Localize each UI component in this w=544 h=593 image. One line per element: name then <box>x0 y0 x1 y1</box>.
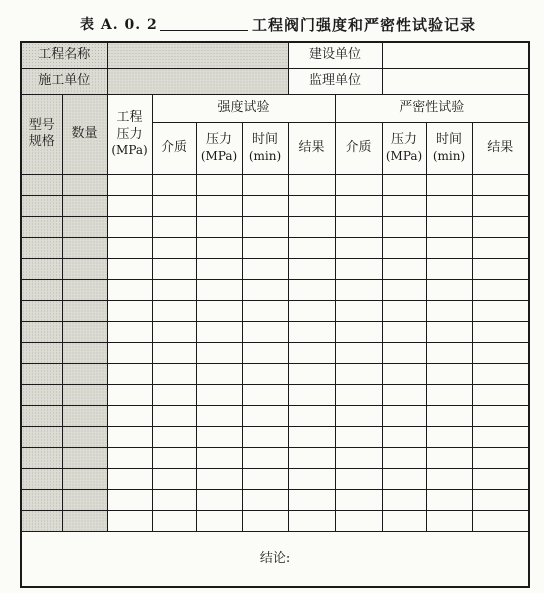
table-cell[interactable] <box>335 405 382 426</box>
table-cell[interactable] <box>242 363 288 384</box>
table-cell[interactable] <box>288 405 335 426</box>
table-cell[interactable] <box>426 216 472 237</box>
table-cell[interactable] <box>107 510 152 531</box>
table-cell[interactable] <box>472 363 529 384</box>
table-cell[interactable] <box>472 237 529 258</box>
form-title: 工程阀门强度和严密性试验记录 <box>252 16 477 34</box>
table-cell[interactable] <box>335 363 382 384</box>
table-cell[interactable] <box>152 405 196 426</box>
table-cell[interactable] <box>242 426 288 447</box>
builder-label: 建设单位 <box>288 42 382 68</box>
table-cell[interactable] <box>335 384 382 405</box>
valve-test-record-table <box>20 41 530 588</box>
table-cell[interactable] <box>152 279 196 300</box>
table-cell[interactable] <box>242 216 288 237</box>
table-cell[interactable] <box>21 258 62 279</box>
table-cell[interactable] <box>21 468 62 489</box>
table-cell[interactable] <box>242 237 288 258</box>
tightness-pressure-line2: (MPa) <box>385 148 423 163</box>
table-cell[interactable] <box>21 426 62 447</box>
table-cell[interactable] <box>21 384 62 405</box>
table-cell[interactable] <box>335 468 382 489</box>
table-cell[interactable] <box>21 300 62 321</box>
table-cell[interactable] <box>242 405 288 426</box>
table-row <box>21 489 529 510</box>
table-cell[interactable] <box>426 468 472 489</box>
table-cell[interactable] <box>62 426 107 447</box>
construction-unit-label: 施工单位 <box>21 68 107 94</box>
table-cell[interactable] <box>107 300 152 321</box>
table-cell[interactable] <box>21 363 62 384</box>
table-cell[interactable] <box>62 510 107 531</box>
table-cell[interactable] <box>288 195 335 216</box>
table-cell[interactable] <box>288 384 335 405</box>
table-cell[interactable] <box>21 279 62 300</box>
table-cell[interactable] <box>382 279 426 300</box>
table-cell[interactable] <box>21 216 62 237</box>
table-cell[interactable] <box>426 426 472 447</box>
strength-time-header <box>242 122 288 174</box>
table-cell[interactable] <box>196 405 242 426</box>
data-rows <box>21 174 529 531</box>
table-cell[interactable] <box>21 405 62 426</box>
table-cell[interactable] <box>196 342 242 363</box>
table-cell[interactable] <box>196 174 242 195</box>
table-cell[interactable] <box>242 195 288 216</box>
table-cell[interactable] <box>426 195 472 216</box>
project-pressure-line3: (MPa) <box>111 142 148 157</box>
table-cell[interactable] <box>288 216 335 237</box>
table-cell[interactable] <box>62 468 107 489</box>
table-cell[interactable] <box>196 363 242 384</box>
table-cell[interactable] <box>107 363 152 384</box>
table-cell[interactable] <box>21 174 62 195</box>
table-cell[interactable] <box>152 468 196 489</box>
tightness-time-header <box>426 122 472 174</box>
table-cell[interactable] <box>196 216 242 237</box>
table-cell[interactable] <box>21 237 62 258</box>
table-row <box>21 510 529 531</box>
conclusion-label: 结论: <box>259 550 291 566</box>
table-cell[interactable] <box>288 447 335 468</box>
table-cell[interactable] <box>196 300 242 321</box>
table-cell[interactable] <box>242 258 288 279</box>
table-cell[interactable] <box>472 195 529 216</box>
table-cell[interactable] <box>107 216 152 237</box>
strength-result-header: 结果 <box>288 122 335 174</box>
table-cell[interactable] <box>426 258 472 279</box>
table-row <box>21 384 529 405</box>
table-cell[interactable] <box>62 447 107 468</box>
tightness-time-line2: (min) <box>432 148 466 163</box>
model-header-line1: 型号 <box>28 117 55 133</box>
table-cell[interactable] <box>152 342 196 363</box>
table-cell[interactable] <box>472 216 529 237</box>
table-cell[interactable] <box>107 447 152 468</box>
strength-test-header: 强度试验 <box>152 94 335 122</box>
table-cell[interactable] <box>335 195 382 216</box>
table-cell[interactable] <box>288 342 335 363</box>
table-cell[interactable] <box>335 237 382 258</box>
table-row <box>21 405 529 426</box>
table-cell[interactable] <box>152 237 196 258</box>
table-cell[interactable] <box>196 510 242 531</box>
table-row <box>21 279 529 300</box>
table-cell[interactable] <box>288 426 335 447</box>
table-cell[interactable] <box>472 447 529 468</box>
table-cell[interactable] <box>107 279 152 300</box>
table-cell[interactable] <box>382 342 426 363</box>
table-cell[interactable] <box>62 405 107 426</box>
table-cell[interactable] <box>382 447 426 468</box>
table-cell[interactable] <box>382 426 426 447</box>
strength-medium-header: 介质 <box>152 122 196 174</box>
table-cell[interactable] <box>472 321 529 342</box>
table-row <box>21 426 529 447</box>
table-cell[interactable] <box>196 426 242 447</box>
table-cell[interactable] <box>382 258 426 279</box>
supervisor-label: 监理单位 <box>288 68 382 94</box>
table-cell[interactable] <box>62 237 107 258</box>
table-cell[interactable] <box>196 321 242 342</box>
project-name-value[interactable] <box>107 42 288 68</box>
table-cell[interactable] <box>288 468 335 489</box>
table-cell[interactable] <box>426 237 472 258</box>
title-blank-line <box>160 30 248 31</box>
table-cell[interactable] <box>242 279 288 300</box>
table-cell[interactable] <box>288 510 335 531</box>
table-cell[interactable] <box>152 258 196 279</box>
table-cell[interactable] <box>242 321 288 342</box>
project-pressure-line1: 工程 <box>116 110 143 126</box>
table-cell[interactable] <box>288 363 335 384</box>
strength-time-line2: (min) <box>248 148 282 163</box>
table-cell[interactable] <box>426 342 472 363</box>
table-cell[interactable] <box>335 279 382 300</box>
table-cell[interactable] <box>426 510 472 531</box>
conclusion-cell[interactable] <box>21 531 529 587</box>
table-cell[interactable] <box>242 342 288 363</box>
table-cell[interactable] <box>382 510 426 531</box>
strength-pressure-line2: (MPa) <box>200 148 238 163</box>
table-cell[interactable] <box>472 384 529 405</box>
table-cell[interactable] <box>426 300 472 321</box>
table-cell[interactable] <box>335 216 382 237</box>
table-cell[interactable] <box>107 405 152 426</box>
table-cell[interactable] <box>62 279 107 300</box>
table-row <box>21 447 529 468</box>
table-cell[interactable] <box>196 447 242 468</box>
table-cell[interactable] <box>472 279 529 300</box>
table-cell[interactable] <box>196 468 242 489</box>
model-header-line2: 规格 <box>28 134 55 149</box>
table-cell[interactable] <box>288 489 335 510</box>
table-cell[interactable] <box>242 510 288 531</box>
table-cell[interactable] <box>196 237 242 258</box>
table-cell[interactable] <box>62 258 107 279</box>
table-cell[interactable] <box>382 489 426 510</box>
supervisor-value[interactable] <box>382 68 529 94</box>
table-cell[interactable] <box>472 174 529 195</box>
tightness-pressure-line1: 压力 <box>391 132 418 148</box>
table-row <box>21 363 529 384</box>
table-cell[interactable] <box>382 321 426 342</box>
table-cell[interactable] <box>335 489 382 510</box>
table-cell[interactable] <box>62 384 107 405</box>
table-cell[interactable] <box>62 195 107 216</box>
table-cell[interactable] <box>21 342 62 363</box>
project-name-label: 工程名称 <box>21 42 107 68</box>
table-cell[interactable] <box>107 468 152 489</box>
table-cell[interactable] <box>472 405 529 426</box>
table-cell[interactable] <box>382 405 426 426</box>
table-cell[interactable] <box>288 237 335 258</box>
table-cell[interactable] <box>426 363 472 384</box>
table-cell[interactable] <box>472 510 529 531</box>
table-cell[interactable] <box>152 447 196 468</box>
tightness-medium-header: 介质 <box>335 122 382 174</box>
table-cell[interactable] <box>152 489 196 510</box>
table-cell[interactable] <box>196 195 242 216</box>
table-cell[interactable] <box>472 468 529 489</box>
table-cell[interactable] <box>107 237 152 258</box>
form-code: 表 A. 0. 2 <box>80 17 158 33</box>
strength-pressure-line1: 压力 <box>206 132 233 148</box>
table-cell[interactable] <box>152 195 196 216</box>
table-cell[interactable] <box>335 447 382 468</box>
table-cell[interactable] <box>107 342 152 363</box>
table-cell[interactable] <box>335 258 382 279</box>
table-cell[interactable] <box>426 174 472 195</box>
strength-pressure-header <box>196 122 242 174</box>
construction-unit-value[interactable] <box>107 68 288 94</box>
table-cell[interactable] <box>472 426 529 447</box>
table-cell[interactable] <box>107 489 152 510</box>
table-cell[interactable] <box>152 426 196 447</box>
table-cell[interactable] <box>21 489 62 510</box>
table-cell[interactable] <box>382 174 426 195</box>
table-cell[interactable] <box>242 174 288 195</box>
table-cell[interactable] <box>242 384 288 405</box>
table-cell[interactable] <box>107 174 152 195</box>
table-cell[interactable] <box>62 216 107 237</box>
table-cell[interactable] <box>472 300 529 321</box>
tightness-pressure-header <box>382 122 426 174</box>
table-cell[interactable] <box>288 300 335 321</box>
table-cell[interactable] <box>382 300 426 321</box>
builder-value[interactable] <box>382 42 529 68</box>
table-cell[interactable] <box>335 321 382 342</box>
table-cell[interactable] <box>21 510 62 531</box>
table-cell[interactable] <box>242 489 288 510</box>
table-row <box>21 174 529 195</box>
table-cell[interactable] <box>426 279 472 300</box>
quantity-header: 数量 <box>62 94 107 174</box>
table-cell[interactable] <box>152 321 196 342</box>
table-cell[interactable] <box>152 384 196 405</box>
tightness-result-header: 结果 <box>472 122 529 174</box>
table-cell[interactable] <box>107 195 152 216</box>
table-cell[interactable] <box>426 321 472 342</box>
table-cell[interactable] <box>472 342 529 363</box>
table-row <box>21 195 529 216</box>
table-cell[interactable] <box>242 468 288 489</box>
table-cell[interactable] <box>107 426 152 447</box>
table-cell[interactable] <box>335 174 382 195</box>
table-cell[interactable] <box>196 279 242 300</box>
table-row <box>21 237 529 258</box>
table-cell[interactable] <box>62 174 107 195</box>
table-cell[interactable] <box>288 174 335 195</box>
table-cell[interactable] <box>426 405 472 426</box>
form-header <box>0 0 544 42</box>
table-cell[interactable] <box>62 489 107 510</box>
table-cell[interactable] <box>196 489 242 510</box>
table-cell[interactable] <box>382 216 426 237</box>
table-cell[interactable] <box>472 489 529 510</box>
table-cell[interactable] <box>426 447 472 468</box>
table-cell[interactable] <box>196 258 242 279</box>
table-cell[interactable] <box>426 489 472 510</box>
strength-time-line1: 时间 <box>252 132 279 148</box>
table-cell[interactable] <box>62 363 107 384</box>
table-cell[interactable] <box>335 300 382 321</box>
tightness-test-header: 严密性试验 <box>335 94 529 122</box>
table-cell[interactable] <box>335 510 382 531</box>
table-cell[interactable] <box>152 510 196 531</box>
table-row <box>21 321 529 342</box>
table-cell[interactable] <box>62 342 107 363</box>
table-cell[interactable] <box>426 384 472 405</box>
table-row <box>21 342 529 363</box>
table-cell[interactable] <box>152 363 196 384</box>
tightness-time-line1: 时间 <box>436 132 463 148</box>
table-cell[interactable] <box>242 300 288 321</box>
table-cell[interactable] <box>152 300 196 321</box>
table-row <box>21 258 529 279</box>
table-cell[interactable] <box>107 258 152 279</box>
table-cell[interactable] <box>288 279 335 300</box>
table-cell[interactable] <box>21 321 62 342</box>
table-cell[interactable] <box>288 258 335 279</box>
table-cell[interactable] <box>196 384 242 405</box>
table-cell[interactable] <box>335 342 382 363</box>
table-cell[interactable] <box>335 426 382 447</box>
table-row <box>21 300 529 321</box>
table-cell[interactable] <box>288 321 335 342</box>
table-cell[interactable] <box>382 237 426 258</box>
table-cell[interactable] <box>62 321 107 342</box>
table-cell[interactable] <box>472 258 529 279</box>
table-cell[interactable] <box>382 384 426 405</box>
table-cell[interactable] <box>21 195 62 216</box>
table-row <box>21 216 529 237</box>
table-cell[interactable] <box>21 447 62 468</box>
table-cell[interactable] <box>107 321 152 342</box>
model-spec-header <box>21 94 62 174</box>
table-cell[interactable] <box>382 468 426 489</box>
table-row <box>21 468 529 489</box>
table-cell[interactable] <box>62 300 107 321</box>
table-cell[interactable] <box>382 363 426 384</box>
project-pressure-header <box>107 94 152 174</box>
table-cell[interactable] <box>152 174 196 195</box>
table-cell[interactable] <box>152 216 196 237</box>
project-pressure-line2: 压力 <box>116 126 143 142</box>
table-cell[interactable] <box>242 447 288 468</box>
table-cell[interactable] <box>382 195 426 216</box>
table-cell[interactable] <box>107 384 152 405</box>
